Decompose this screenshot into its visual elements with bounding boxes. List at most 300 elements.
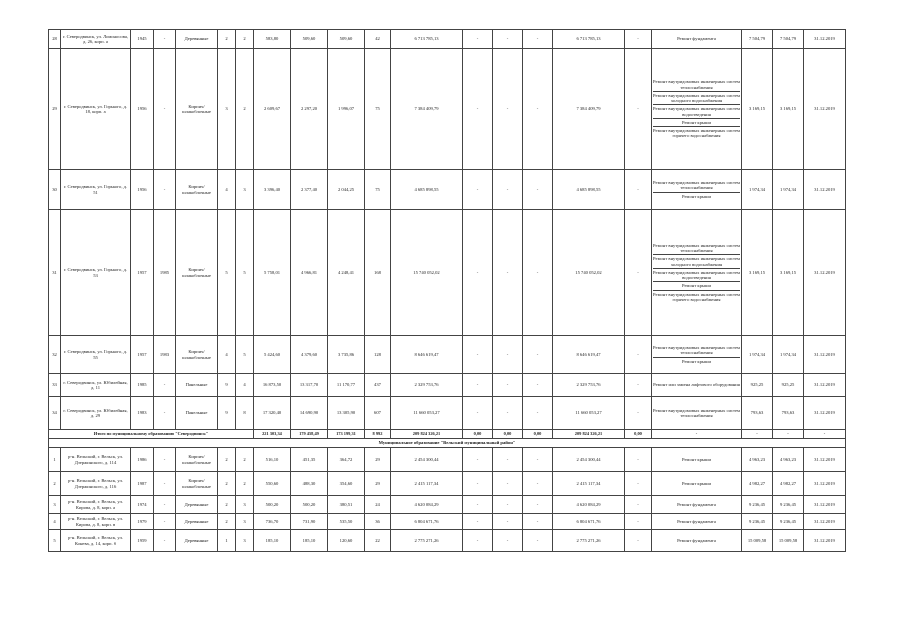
total-area: 5 424,60 <box>254 336 291 374</box>
wall-material: Деревянные <box>176 530 218 552</box>
other-sources: - <box>625 496 652 514</box>
repair-cost-total: 4 620 084,29 <box>553 496 625 514</box>
fund-1: - <box>463 472 493 496</box>
deadline: 31.12.2019 <box>804 30 846 49</box>
year-built: 1945 <box>131 30 154 49</box>
living-area: 11 170,77 <box>328 374 365 397</box>
year-commission: - <box>154 397 176 430</box>
table-row <box>49 336 846 374</box>
premises-area: 2 377,40 <box>291 170 328 210</box>
work-item: Ремонт внутридомовых инженерных систем теплоснабжения <box>653 242 740 254</box>
fund-2: - <box>493 170 523 210</box>
total-area-living: 173 199,31 <box>328 430 365 439</box>
entrances: 3 <box>236 514 254 530</box>
year-commission: 1985 <box>154 210 176 336</box>
work-item: Ремонт или замена лифтового оборудования <box>653 382 740 388</box>
max-unit-price: 7 504,79 <box>773 30 804 49</box>
fund-3: - <box>523 49 553 170</box>
row-number: 30 <box>49 170 61 210</box>
entrances: 5 <box>236 210 254 336</box>
residents: 29 <box>365 448 391 472</box>
repair-cost: 4 620 084,29 <box>391 496 463 514</box>
repair-cost-total: 2 775 271,26 <box>553 530 625 552</box>
severodvinsk-rows <box>49 30 846 430</box>
floors: 2 <box>218 514 236 530</box>
unit-price: 9 236,45 <box>742 496 773 514</box>
fund-1: - <box>463 336 493 374</box>
premises-area: 509,60 <box>291 30 328 49</box>
year-commission: - <box>154 514 176 530</box>
work-item: Ремонт внутридомовых инженерных систем горячего водоснабжения <box>653 291 740 302</box>
work-item: Ремонт внутридомовых инженерных систем теплоснабжения <box>653 180 740 191</box>
row-number: 28 <box>49 30 61 49</box>
fund-2: - <box>493 49 523 170</box>
section-header-row <box>49 439 846 448</box>
table-row <box>49 472 846 496</box>
work-types <box>652 397 742 430</box>
max-unit-price: 9 236,45 <box>773 514 804 530</box>
repair-cost: 2 415 117,34 <box>391 472 463 496</box>
row-number: 3 <box>49 496 61 514</box>
fund-1: - <box>463 374 493 397</box>
row-number: 32 <box>49 336 61 374</box>
fund-3: - <box>523 530 553 552</box>
repair-cost-total: 2 415 117,34 <box>553 472 625 496</box>
total-date: - <box>804 430 846 439</box>
deadline: 31.12.2019 <box>804 514 846 530</box>
deadline: 31.12.2019 <box>804 448 846 472</box>
year-commission: - <box>154 530 176 552</box>
year-built: 1956 <box>131 49 154 170</box>
fund-3: - <box>523 397 553 430</box>
year-commission: - <box>154 30 176 49</box>
wall-material: Кирпич/ шлакоблочные <box>176 448 218 472</box>
repair-cost-total: 2 329 753,76 <box>553 374 625 397</box>
deadline: 31.12.2019 <box>804 472 846 496</box>
address: г. Северодвинск, ул. Ломоносова, д. 26, корп. а <box>61 30 131 49</box>
fund-1: - <box>463 397 493 430</box>
wall-material: Панельные <box>176 397 218 430</box>
repair-cost-total: 6 804 671,76 <box>553 514 625 530</box>
other-sources: - <box>625 30 652 49</box>
fund-3: - <box>523 30 553 49</box>
repair-cost: 2 775 271,26 <box>391 530 463 552</box>
fund-3: - <box>523 448 553 472</box>
premises-area: 488,30 <box>291 472 328 496</box>
residents: 168 <box>365 210 391 336</box>
work-item: Ремонт фундамента <box>677 501 716 507</box>
deadline: 31.12.2019 <box>804 170 846 210</box>
year-built: 1986 <box>131 448 154 472</box>
entrances: 2 <box>236 448 254 472</box>
total-area: 3 396,40 <box>254 170 291 210</box>
total-area: 221 303,34 <box>254 430 291 439</box>
fund-2: - <box>493 210 523 336</box>
work-item: Ремонт крыши <box>682 480 711 486</box>
work-types <box>652 514 742 530</box>
fund-2: - <box>493 374 523 397</box>
work-types <box>652 496 742 514</box>
total-area: 550,60 <box>254 472 291 496</box>
max-unit-price: 4 963,23 <box>773 448 804 472</box>
fund-3: - <box>523 472 553 496</box>
year-built: 1957 <box>131 210 154 336</box>
unit-price: 15 009,58 <box>742 530 773 552</box>
other-sources: - <box>625 472 652 496</box>
premises-area: 451,35 <box>291 448 328 472</box>
floors: 2 <box>218 472 236 496</box>
entrances: 3 <box>236 170 254 210</box>
address: г. Северодвинск, ул. Юбилейная, д. 11 <box>61 374 131 397</box>
row-number: 31 <box>49 210 61 336</box>
total-area: 16 873,50 <box>254 374 291 397</box>
work-item: Ремонт крыши <box>653 357 740 365</box>
unit-price: 4 963,23 <box>742 448 773 472</box>
other-sources: - <box>625 448 652 472</box>
living-area: 535,50 <box>328 514 365 530</box>
other-sources: - <box>625 336 652 374</box>
year-built: 1974 <box>131 496 154 514</box>
premises-area: 731,90 <box>291 514 328 530</box>
residents: 29 <box>365 472 391 496</box>
max-unit-price: 4 982,27 <box>773 472 804 496</box>
work-types <box>652 472 742 496</box>
fund-2: - <box>493 530 523 552</box>
premises-area: 500,20 <box>291 496 328 514</box>
unit-price: 793,63 <box>742 397 773 430</box>
work-types <box>652 170 742 210</box>
address: г. Северодвинск, ул. Горького, д. 55 <box>61 336 131 374</box>
living-area: 2 044,25 <box>328 170 365 210</box>
entrances: 4 <box>236 374 254 397</box>
table-row <box>49 514 846 530</box>
living-area: 380,51 <box>328 496 365 514</box>
fund-2: - <box>493 514 523 530</box>
fund-1: - <box>463 514 493 530</box>
living-area: 1 996,07 <box>328 49 365 170</box>
work-item: Ремонт крыши <box>653 192 740 200</box>
total-fund-3: 0,00 <box>523 430 553 439</box>
section-title: Муниципальное образование "Вельский муниципальный район" <box>49 439 846 448</box>
year-built: 1983 <box>131 397 154 430</box>
capital-repair-register-table <box>48 29 846 552</box>
repair-cost: 8 646 619,47 <box>391 336 463 374</box>
residents: 22 <box>365 530 391 552</box>
wall-material: Панельные <box>176 374 218 397</box>
unit-price: 1 974,34 <box>742 336 773 374</box>
residents: 128 <box>365 336 391 374</box>
unit-price: 7 504,79 <box>742 30 773 49</box>
work-item: Ремонт внутридомовых инженерных систем теплоснабжения <box>653 407 740 418</box>
fund-2: - <box>493 448 523 472</box>
deadline: 31.12.2019 <box>804 336 846 374</box>
total-row <box>49 430 846 439</box>
fund-1: - <box>463 448 493 472</box>
other-sources: - <box>625 514 652 530</box>
year-commission: - <box>154 49 176 170</box>
work-item: Ремонт фундамента <box>677 518 716 524</box>
max-unit-price: 15 009,58 <box>773 530 804 552</box>
fund-1: - <box>463 170 493 210</box>
row-number: 1 <box>49 448 61 472</box>
deadline: 31.12.2019 <box>804 496 846 514</box>
floors: 4 <box>218 336 236 374</box>
work-item: Ремонт внутридомовых инженерных систем водоотведения <box>653 106 740 117</box>
repair-cost-total: 7 384 409,79 <box>553 49 625 170</box>
total-area: 516,10 <box>254 448 291 472</box>
work-types <box>652 49 742 170</box>
fund-3: - <box>523 496 553 514</box>
work-item: Ремонт фундамента <box>677 537 716 543</box>
wall-material: Деревянные <box>176 514 218 530</box>
wall-material: Кирпич/ шлакоблочные <box>176 170 218 210</box>
total-area: 5 758,01 <box>254 210 291 336</box>
max-unit-price: 9 236,45 <box>773 496 804 514</box>
repair-cost-total: 15 740 052,02 <box>553 210 625 336</box>
total-area: 17 320,40 <box>254 397 291 430</box>
unit-price: 3 169,15 <box>742 210 773 336</box>
residents: 24 <box>365 496 391 514</box>
premises-area: 185,10 <box>291 530 328 552</box>
other-sources: - <box>625 49 652 170</box>
fund-2: - <box>493 472 523 496</box>
table-row <box>49 448 846 472</box>
year-commission: - <box>154 496 176 514</box>
total-area: 2 609,67 <box>254 49 291 170</box>
entrances: 3 <box>236 530 254 552</box>
unit-price: 4 982,27 <box>742 472 773 496</box>
fund-2: - <box>493 336 523 374</box>
fund-2: - <box>493 397 523 430</box>
address: р-н. Вельский, г. Вельск, ул. Кирова, д. 8, корп. а <box>61 496 131 514</box>
work-item: Ремонт внутридомовых инженерных систем теплоснабжения <box>653 345 740 356</box>
work-item: Ремонт крыши <box>653 118 740 126</box>
unit-price: 3 169,15 <box>742 49 773 170</box>
deadline: 31.12.2019 <box>804 210 846 336</box>
total-label: Итого по муниципальному образованию "Северодвинск" <box>49 430 254 439</box>
floors: 2 <box>218 448 236 472</box>
work-item: Ремонт фундамента <box>677 36 716 42</box>
floors: 3 <box>218 49 236 170</box>
residents: 75 <box>365 49 391 170</box>
work-item: Ремонт крыши <box>682 456 711 462</box>
repair-cost-total: 6 713 785,13 <box>553 30 625 49</box>
row-number: 33 <box>49 374 61 397</box>
year-commission: 1983 <box>154 336 176 374</box>
fund-1: - <box>463 496 493 514</box>
residents: 75 <box>365 170 391 210</box>
work-item: Ремонт внутридомовых инженерных систем горячего водоснабжения <box>653 128 740 139</box>
address: р-н. Вельский, г. Вельск, ул. Конева, д. 14, корп. б <box>61 530 131 552</box>
address: г. Северодвинск, ул. Горького, д. 53 <box>61 210 131 336</box>
repair-cost: 4 685 898,55 <box>391 170 463 210</box>
table-row <box>49 374 846 397</box>
total-other: 0,00 <box>625 430 652 439</box>
floors: 2 <box>218 496 236 514</box>
unit-price: 1 974,34 <box>742 170 773 210</box>
living-area: 364,72 <box>328 448 365 472</box>
premises-area: 2 297,20 <box>291 49 328 170</box>
year-commission: - <box>154 472 176 496</box>
repair-cost: 6 804 671,76 <box>391 514 463 530</box>
repair-cost: 2 329 753,76 <box>391 374 463 397</box>
total-area: 500,20 <box>254 496 291 514</box>
year-built: 1987 <box>131 472 154 496</box>
max-unit-price: 1 974,34 <box>773 336 804 374</box>
total-fund-2: 0,00 <box>493 430 523 439</box>
total-works: - <box>652 430 742 439</box>
table-row <box>49 170 846 210</box>
year-built: 1956 <box>131 170 154 210</box>
repair-cost-total: 11 660 053,27 <box>553 397 625 430</box>
table-row <box>49 397 846 430</box>
year-built: 1957 <box>131 336 154 374</box>
total-area: 736,70 <box>254 514 291 530</box>
work-types <box>652 530 742 552</box>
work-types <box>652 448 742 472</box>
premises-area: 4 379,60 <box>291 336 328 374</box>
other-sources: - <box>625 170 652 210</box>
year-built: 1985 <box>131 374 154 397</box>
repair-cost-total: 2 454 300,44 <box>553 448 625 472</box>
premises-area: 4 966,81 <box>291 210 328 336</box>
year-commission: - <box>154 170 176 210</box>
deadline: 31.12.2019 <box>804 374 846 397</box>
year-built: 1979 <box>131 514 154 530</box>
fund-1: - <box>463 30 493 49</box>
deadline: 31.12.2019 <box>804 397 846 430</box>
work-item: Ремонт крыши <box>653 281 740 289</box>
repair-cost-total: 8 646 619,47 <box>553 336 625 374</box>
repair-cost: 15 740 052,02 <box>391 210 463 336</box>
work-item: Ремонт внутридомовых инженерных систем водоотведения <box>653 269 740 281</box>
row-number: 4 <box>49 514 61 530</box>
other-sources: - <box>625 374 652 397</box>
unit-price: 9 236,45 <box>742 514 773 530</box>
max-unit-price: 3 169,15 <box>773 49 804 170</box>
address: р-н. Вельский, г. Вельск, ул. Дзержинского, д. 116 <box>61 472 131 496</box>
total-cost: 209 824 326,21 <box>391 430 463 439</box>
living-area: 509,60 <box>328 30 365 49</box>
address: г. Северодвинск, ул. Горького, д. 51 <box>61 170 131 210</box>
residents: 36 <box>365 514 391 530</box>
year-built: 1959 <box>131 530 154 552</box>
address: г. Северодвинск, ул. Юбилейная, д. 29 <box>61 397 131 430</box>
work-item: Ремонт внутридомовых инженерных систем холодного водоснабжения <box>653 92 740 104</box>
fund-1: - <box>463 49 493 170</box>
residents: 42 <box>365 30 391 49</box>
max-unit-price: 793,63 <box>773 397 804 430</box>
total-cost-owners: 209 824 326,21 <box>553 430 625 439</box>
premises-area: 13 317,70 <box>291 374 328 397</box>
total-area: 583,80 <box>254 30 291 49</box>
address: г. Северодвинск, ул. Горького, д. 18, корп. а <box>61 49 131 170</box>
deadline: 31.12.2019 <box>804 49 846 170</box>
table-row <box>49 30 846 49</box>
wall-material: Деревянные <box>176 30 218 49</box>
premises-area: 14 690,90 <box>291 397 328 430</box>
floors: 9 <box>218 397 236 430</box>
fund-3: - <box>523 374 553 397</box>
fund-3: - <box>523 170 553 210</box>
year-commission: - <box>154 448 176 472</box>
other-sources: - <box>625 210 652 336</box>
entrances: 2 <box>236 472 254 496</box>
row-number: 29 <box>49 49 61 170</box>
residents: 437 <box>365 374 391 397</box>
unit-price: 925,25 <box>742 374 773 397</box>
velsk-rows <box>49 448 846 552</box>
total-area-premises: 179 458,49 <box>291 430 328 439</box>
repair-cost: 2 454 300,44 <box>391 448 463 472</box>
repair-cost: 6 713 785,13 <box>391 30 463 49</box>
wall-material: Кирпич/ шлакоблочные <box>176 472 218 496</box>
floors: 9 <box>218 374 236 397</box>
work-item: Ремонт внутридомовых инженерных систем холодного водоснабжения <box>653 256 740 267</box>
work-types <box>652 374 742 397</box>
entrances: 3 <box>236 496 254 514</box>
living-area: 4 248,41 <box>328 210 365 336</box>
living-area: 13 305,90 <box>328 397 365 430</box>
fund-2: - <box>493 30 523 49</box>
total-price-1: - <box>742 430 773 439</box>
table-row <box>49 530 846 552</box>
repair-cost: 11 660 053,27 <box>391 397 463 430</box>
max-unit-price: 3 169,15 <box>773 210 804 336</box>
wall-material: Кирпич/ шлакоблочные <box>176 336 218 374</box>
other-sources: - <box>625 397 652 430</box>
fund-2: - <box>493 496 523 514</box>
entrances: 5 <box>236 336 254 374</box>
total-residents: 8 992 <box>365 430 391 439</box>
fund-1: - <box>463 530 493 552</box>
work-item: Ремонт внутридомовых инженерных систем теплоснабжения <box>653 79 740 90</box>
work-types <box>652 336 742 374</box>
entrances: 8 <box>236 397 254 430</box>
wall-material: Кирпич/ шлакоблочные <box>176 49 218 170</box>
total-area: 185,10 <box>254 530 291 552</box>
repair-cost: 7 384 409,79 <box>391 49 463 170</box>
floors: 4 <box>218 170 236 210</box>
floors: 5 <box>218 210 236 336</box>
address: р-н. Вельский, г. Вельск, ул. Дзержинского, д. 114 <box>61 448 131 472</box>
row-number: 34 <box>49 397 61 430</box>
table-row <box>49 210 846 336</box>
table-row <box>49 496 846 514</box>
wall-material: Деревянные <box>176 496 218 514</box>
fund-3: - <box>523 514 553 530</box>
work-types <box>652 210 742 336</box>
living-area: 120,60 <box>328 530 365 552</box>
deadline: 31.12.2019 <box>804 530 846 552</box>
max-unit-price: 1 974,34 <box>773 170 804 210</box>
row-number: 5 <box>49 530 61 552</box>
repair-cost-total: 4 685 898,55 <box>553 170 625 210</box>
total-price-2: - <box>773 430 804 439</box>
floors: 2 <box>218 30 236 49</box>
max-unit-price: 925,25 <box>773 374 804 397</box>
fund-1: - <box>463 210 493 336</box>
entrances: 2 <box>236 49 254 170</box>
table-row <box>49 49 846 170</box>
residents: 607 <box>365 397 391 430</box>
address: р-н. Вельский, г. Вельск, ул. Кирова, д. 8, корп. в <box>61 514 131 530</box>
living-area: 354,60 <box>328 472 365 496</box>
year-commission: - <box>154 374 176 397</box>
wall-material: Кирпич/ шлакоблочные <box>176 210 218 336</box>
entrances: 2 <box>236 30 254 49</box>
fund-3: - <box>523 210 553 336</box>
